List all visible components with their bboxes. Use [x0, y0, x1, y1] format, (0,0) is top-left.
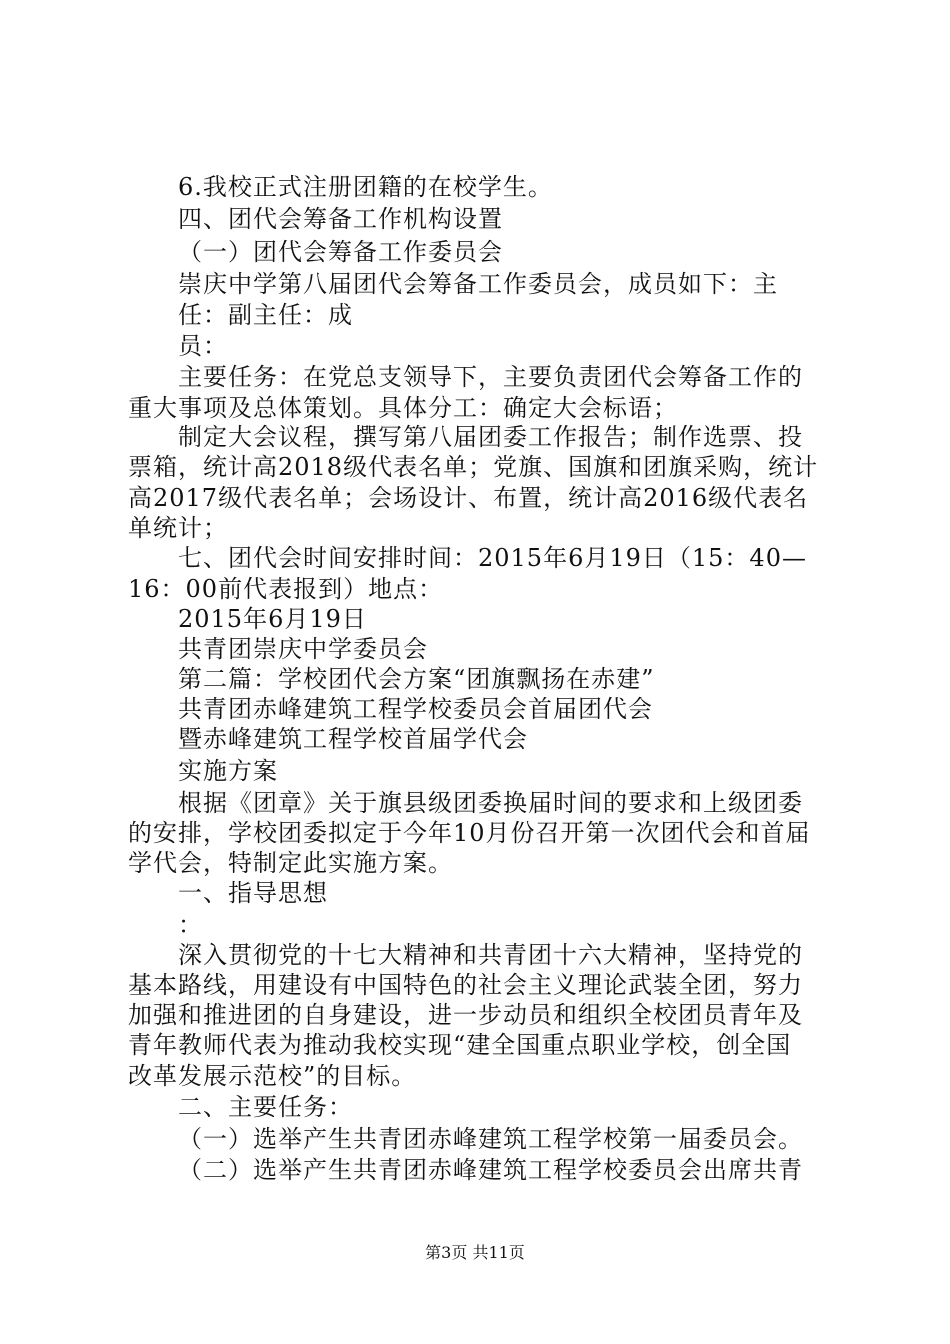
- text-line: 的安排，学校团委拟定于今年10月份召开第一次团代会和首届: [128, 819, 811, 847]
- signature-line: 共青团崇庆中学委员会: [178, 635, 428, 663]
- text-line: 票箱，统计高2018级代表名单；党旗、国旗和团旗采购，统计: [128, 453, 819, 481]
- date-line: 2015年6月19日: [178, 605, 367, 633]
- section-heading: 一、指导思想: [178, 879, 328, 907]
- text-line: 加强和推进团的自身建设，进一步动员和组织全校团员青年及: [128, 1001, 803, 1029]
- text-line: （一）选举产生共青团赤峰建筑工程学校第一届委员会。: [178, 1125, 803, 1153]
- document-title: 共青团赤峰建筑工程学校委员会首届团代会: [178, 695, 653, 723]
- text-line: 高2017级代表名单；会场设计、布置，统计高2016级代表名: [128, 484, 809, 512]
- text-line: 员：: [178, 332, 228, 360]
- page-footer: 第3页 共11页: [425, 1243, 525, 1262]
- text-line: 改革发展示范校”的目标。: [128, 1062, 417, 1090]
- text-line: 青年教师代表为推动我校实现“建全国重点职业学校，创全国: [128, 1031, 792, 1059]
- text-line: 崇庆中学第八届团代会筹备工作委员会，成员如下：主: [178, 270, 778, 298]
- section-heading: 四、团代会筹备工作机构设置: [178, 205, 503, 233]
- text-line: 重大事项及总体策划。具体分工：确定大会标语；: [128, 394, 678, 422]
- text-line: 16：00前代表报到）地点：: [128, 575, 444, 603]
- text-line: 主要任务：在党总支领导下，主要负责团代会筹备工作的: [178, 363, 803, 391]
- subsection-heading: （一）团代会筹备工作委员会: [178, 238, 503, 266]
- chapter-title: 第二篇：学校团代会方案“团旗飘扬在赤建”: [178, 665, 655, 693]
- text-line: 学代会，特制定此实施方案。: [128, 849, 453, 877]
- text-line: ：: [178, 911, 203, 939]
- document-subtitle: 暨赤峰建筑工程学校首届学代会: [178, 725, 528, 753]
- document-subtitle: 实施方案: [178, 757, 278, 785]
- text-line: 制定大会议程，撰写第八届团委工作报告；制作选票、投: [178, 423, 803, 451]
- text-line: 深入贯彻党的十七大精神和共青团十六大精神，坚持党的: [178, 941, 803, 969]
- text-line: 单统计；: [128, 514, 228, 542]
- text-line: 6.我校正式注册团籍的在校学生。: [178, 173, 553, 201]
- text-line: 基本路线，用建设有中国特色的社会主义理论武装全团，努力: [128, 971, 803, 999]
- text-line: 任：副主任：成: [178, 301, 353, 329]
- section-heading: 二、主要任务：: [178, 1093, 353, 1121]
- text-line: （二）选举产生共青团赤峰建筑工程学校委员会出席共青: [178, 1156, 803, 1184]
- text-line: 根据《团章》关于旗县级团委换届时间的要求和上级团委: [178, 789, 803, 817]
- text-line: 七、团代会时间安排时间：2015年6月19日（15：40—: [178, 544, 807, 572]
